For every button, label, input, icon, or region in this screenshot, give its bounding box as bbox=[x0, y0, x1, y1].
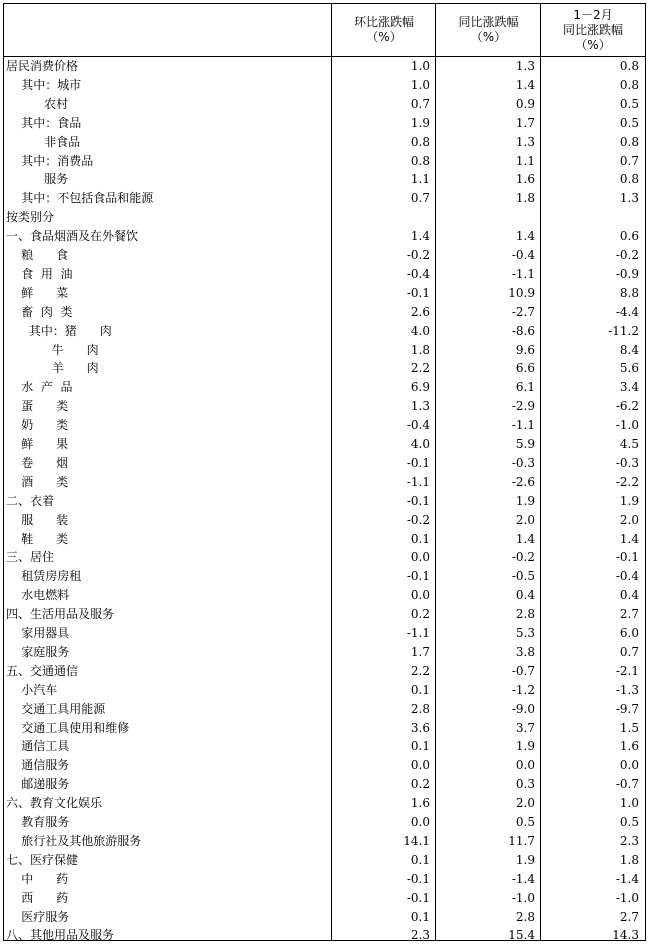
table-row bbox=[4, 133, 645, 152]
row-label: 牛 肉 bbox=[6, 342, 99, 357]
row-label: 水 产 品 bbox=[6, 380, 73, 395]
jan-feb-yoy-value: 1.6 bbox=[619, 739, 639, 754]
table-row bbox=[4, 813, 645, 832]
jan-feb-yoy-value: -11.2 bbox=[608, 323, 639, 338]
mom-value: 0.7 bbox=[410, 191, 430, 206]
yoy-value: 15.4 bbox=[508, 928, 535, 943]
mom-value: 0.0 bbox=[410, 550, 430, 565]
yoy-value: 3.7 bbox=[515, 720, 535, 735]
yoy-value: -1.0 bbox=[511, 890, 535, 905]
mom-value: 0.1 bbox=[410, 739, 430, 754]
row-label: 小汽车 bbox=[6, 682, 58, 697]
header-jan-feb-yoy bbox=[541, 4, 645, 56]
jan-feb-yoy-value: -2.2 bbox=[615, 474, 639, 489]
mom-value: 4.0 bbox=[410, 323, 430, 338]
jan-feb-yoy-value: 6.0 bbox=[619, 626, 639, 640]
yoy-value: -1.2 bbox=[511, 682, 535, 697]
jan-feb-yoy-value: -0.1 bbox=[615, 550, 639, 565]
jan-feb-yoy-value: -1.3 bbox=[615, 682, 639, 697]
table-row bbox=[4, 794, 645, 813]
mom-value: 4.0 bbox=[410, 437, 430, 451]
jan-feb-yoy-value: 1.3 bbox=[619, 191, 639, 206]
mom-value: 0.0 bbox=[410, 815, 430, 829]
yoy-value: 1.9 bbox=[515, 852, 535, 867]
row-label: 医疗服务 bbox=[6, 909, 70, 924]
mom-value: 0.8 bbox=[410, 134, 430, 149]
table-header bbox=[4, 4, 645, 57]
yoy-value: 2.8 bbox=[515, 607, 535, 622]
table-row bbox=[4, 586, 645, 605]
mom-value: -0.1 bbox=[406, 493, 430, 508]
yoy-value: 1.4 bbox=[515, 229, 535, 244]
mom-value: -0.2 bbox=[406, 248, 430, 262]
jan-feb-yoy-value: 0.4 bbox=[619, 588, 639, 603]
yoy-value: 2.0 bbox=[515, 796, 535, 811]
table-row bbox=[4, 114, 645, 133]
jan-feb-yoy-value: 0.8 bbox=[619, 77, 639, 92]
table-row bbox=[4, 737, 645, 756]
table-row bbox=[4, 473, 645, 492]
mom-value: 1.0 bbox=[410, 59, 430, 73]
row-label: 通信服务 bbox=[6, 758, 70, 773]
jan-feb-yoy-value: -9.7 bbox=[615, 701, 639, 716]
mom-value: 0.1 bbox=[410, 909, 430, 924]
row-label: 一、食品烟酒及在外餐饮 bbox=[6, 229, 139, 244]
jan-feb-yoy-value: 8.8 bbox=[619, 285, 639, 300]
jan-feb-yoy-value: 0.8 bbox=[619, 134, 639, 149]
yoy-value: 1.4 bbox=[515, 77, 535, 92]
jan-feb-yoy-value: 0.8 bbox=[619, 59, 639, 73]
table-row bbox=[4, 926, 645, 945]
yoy-value: -9.0 bbox=[511, 701, 535, 716]
mom-value: 0.2 bbox=[410, 777, 430, 792]
yoy-value: 2.0 bbox=[515, 512, 535, 527]
table-row bbox=[4, 756, 645, 775]
table-row bbox=[4, 832, 645, 851]
header-line: 环比涨跌幅 bbox=[353, 15, 414, 29]
row-label: 酒 类 bbox=[6, 474, 69, 489]
mom-value: 6.9 bbox=[410, 380, 430, 395]
mom-value: 1.6 bbox=[410, 796, 430, 811]
yoy-value: -0.7 bbox=[511, 663, 535, 678]
mom-value: -0.4 bbox=[406, 266, 430, 281]
row-label: 按类别分 bbox=[6, 210, 55, 225]
row-label: 农村 bbox=[6, 96, 69, 111]
mom-value: 1.1 bbox=[410, 172, 430, 187]
row-label: 交通工具用能源 bbox=[6, 701, 106, 716]
table-row bbox=[4, 397, 645, 416]
row-label: 水电燃料 bbox=[6, 588, 70, 603]
table-row bbox=[4, 889, 645, 908]
mom-value: -0.1 bbox=[406, 569, 430, 584]
jan-feb-yoy-value: 0.5 bbox=[619, 815, 639, 829]
yoy-value: 6.6 bbox=[515, 361, 535, 376]
yoy-value: 0.4 bbox=[515, 588, 535, 603]
table-row bbox=[4, 643, 645, 662]
mom-value: 14.1 bbox=[403, 833, 430, 848]
table-row bbox=[4, 246, 645, 265]
mom-value: -0.2 bbox=[406, 512, 430, 527]
mom-value: 0.1 bbox=[410, 682, 430, 697]
row-label: 粮 食 bbox=[6, 248, 69, 262]
row-label: 五、交通通信 bbox=[6, 663, 79, 678]
jan-feb-yoy-value: -1.0 bbox=[615, 890, 639, 905]
table-row bbox=[4, 567, 645, 586]
table-row bbox=[4, 775, 645, 794]
row-label: 租赁房房租 bbox=[6, 569, 82, 584]
row-label: 羊 肉 bbox=[6, 361, 99, 376]
row-label: 西 药 bbox=[6, 890, 69, 905]
table-row bbox=[4, 908, 645, 927]
table-row bbox=[4, 681, 645, 700]
row-label: 其中：不包括食品和能源 bbox=[6, 191, 154, 206]
table-row bbox=[4, 359, 645, 378]
table-row bbox=[4, 170, 645, 189]
row-label: 鲜 果 bbox=[6, 437, 69, 451]
jan-feb-yoy-value: 0.7 bbox=[619, 644, 639, 659]
jan-feb-yoy-value: -1.0 bbox=[615, 418, 639, 433]
table-row bbox=[4, 322, 645, 341]
mom-value: -1.1 bbox=[406, 626, 430, 640]
yoy-value: -1.4 bbox=[511, 871, 535, 886]
mom-value: 2.8 bbox=[410, 701, 430, 716]
yoy-value: 2.8 bbox=[515, 909, 535, 924]
yoy-value: 5.3 bbox=[515, 626, 535, 640]
table-row bbox=[4, 870, 645, 889]
jan-feb-yoy-value: 1.8 bbox=[619, 852, 639, 867]
yoy-value: -1.1 bbox=[511, 418, 535, 433]
yoy-value: 1.8 bbox=[515, 191, 535, 206]
mom-value: -0.1 bbox=[406, 285, 430, 300]
jan-feb-yoy-value: -0.2 bbox=[615, 248, 639, 262]
jan-feb-yoy-value: -0.9 bbox=[615, 266, 639, 281]
table-row bbox=[4, 76, 645, 95]
row-label: 非食品 bbox=[6, 134, 81, 149]
row-label: 七、医疗保健 bbox=[6, 852, 79, 867]
jan-feb-yoy-value: 0.6 bbox=[619, 229, 639, 244]
table-row bbox=[4, 152, 645, 171]
jan-feb-yoy-value: -2.1 bbox=[615, 663, 639, 678]
jan-feb-yoy-value: 2.7 bbox=[619, 909, 639, 924]
row-label: 教育服务 bbox=[6, 815, 70, 829]
row-label: 其中：城市 bbox=[6, 77, 82, 92]
table-row bbox=[4, 416, 645, 435]
table-row bbox=[4, 719, 645, 738]
row-label: 鲜 菜 bbox=[6, 285, 69, 300]
row-label: 八、其他用品及服务 bbox=[6, 928, 115, 943]
header-yoy-change bbox=[436, 4, 541, 56]
table-row bbox=[4, 700, 645, 719]
row-label: 通信工具 bbox=[6, 739, 70, 754]
header-line: 1－2月 bbox=[573, 7, 613, 22]
mom-value: 2.6 bbox=[410, 304, 430, 319]
yoy-value: 0.3 bbox=[515, 777, 535, 792]
table-row bbox=[4, 530, 645, 549]
yoy-value: -2.9 bbox=[511, 399, 535, 414]
yoy-value: 1.9 bbox=[515, 739, 535, 754]
yoy-value: 10.9 bbox=[508, 285, 535, 300]
yoy-value: 5.9 bbox=[515, 437, 535, 451]
mom-value: -0.1 bbox=[406, 455, 430, 470]
yoy-value: 1.3 bbox=[515, 134, 535, 149]
row-label: 食 用 油 bbox=[6, 266, 73, 281]
row-label: 中 药 bbox=[6, 871, 69, 886]
row-label: 邮递服务 bbox=[6, 777, 70, 792]
jan-feb-yoy-value: 1.5 bbox=[619, 720, 639, 735]
table-row bbox=[4, 511, 645, 530]
row-label: 家庭服务 bbox=[6, 644, 70, 659]
yoy-value: 0.5 bbox=[515, 815, 535, 829]
jan-feb-yoy-value: 1.4 bbox=[619, 531, 639, 546]
mom-value bbox=[334, 208, 430, 227]
row-label: 交通工具使用和维修 bbox=[6, 720, 130, 735]
row-label: 畜 肉 类 bbox=[6, 304, 73, 319]
mom-value: -0.4 bbox=[406, 418, 430, 433]
row-label: 服务 bbox=[6, 172, 69, 187]
yoy-value: 3.8 bbox=[515, 644, 535, 659]
mom-value: 1.0 bbox=[410, 77, 430, 92]
jan-feb-yoy-value bbox=[541, 208, 639, 227]
table-row bbox=[4, 189, 645, 208]
jan-feb-yoy-value: 3.4 bbox=[619, 380, 639, 395]
jan-feb-yoy-value: 2.3 bbox=[619, 833, 639, 848]
table-row bbox=[4, 851, 645, 870]
yoy-value: 11.7 bbox=[508, 833, 535, 848]
table-row bbox=[4, 435, 645, 454]
yoy-value: -8.6 bbox=[511, 323, 535, 338]
jan-feb-yoy-value: -0.3 bbox=[615, 455, 639, 470]
table-row bbox=[4, 227, 645, 246]
table-row bbox=[4, 95, 645, 114]
jan-feb-yoy-value: -4.4 bbox=[615, 304, 639, 319]
mom-value: 0.7 bbox=[410, 96, 430, 111]
header-mom-change bbox=[332, 4, 436, 56]
row-label: 其中：食品 bbox=[6, 115, 82, 130]
row-label: 奶 类 bbox=[6, 418, 69, 433]
table-row bbox=[4, 208, 645, 227]
mom-value: 2.2 bbox=[410, 361, 430, 376]
mom-value: 1.7 bbox=[410, 644, 430, 659]
table-row bbox=[4, 662, 645, 681]
jan-feb-yoy-value: 1.9 bbox=[619, 493, 639, 508]
table-row bbox=[4, 265, 645, 284]
jan-feb-yoy-value: 0.8 bbox=[619, 172, 639, 187]
yoy-value: 1.7 bbox=[515, 115, 535, 130]
yoy-value: -0.2 bbox=[511, 550, 535, 565]
table-row bbox=[4, 492, 645, 511]
jan-feb-yoy-value: 0.7 bbox=[619, 153, 639, 168]
row-label: 二、衣着 bbox=[6, 493, 55, 508]
row-label: 四、生活用品及服务 bbox=[6, 607, 115, 622]
header-line: 同比涨跌幅 bbox=[562, 22, 623, 37]
mom-value: -0.1 bbox=[406, 890, 430, 905]
row-label: 鞋 类 bbox=[6, 531, 69, 546]
jan-feb-yoy-value: -6.2 bbox=[615, 399, 639, 414]
jan-feb-yoy-value: 2.0 bbox=[619, 512, 639, 527]
row-label: 其中：猪 肉 bbox=[6, 323, 112, 338]
yoy-value: 1.4 bbox=[515, 531, 535, 546]
mom-value: 0.1 bbox=[410, 852, 430, 867]
jan-feb-yoy-value: -1.4 bbox=[615, 871, 639, 886]
yoy-value: -0.4 bbox=[511, 248, 535, 262]
row-label: 家用器具 bbox=[6, 626, 70, 640]
yoy-value: -0.3 bbox=[511, 455, 535, 470]
table-row bbox=[4, 303, 645, 322]
mom-value: 3.6 bbox=[410, 720, 430, 735]
jan-feb-yoy-value: -0.7 bbox=[615, 777, 639, 792]
mom-value: 0.0 bbox=[410, 588, 430, 603]
yoy-value bbox=[436, 208, 535, 227]
mom-value: 0.8 bbox=[410, 153, 430, 168]
mom-value: 1.9 bbox=[410, 115, 430, 130]
header-unit: （%） bbox=[470, 30, 507, 44]
yoy-value: -2.6 bbox=[511, 474, 535, 489]
jan-feb-yoy-value: 8.4 bbox=[619, 342, 639, 357]
jan-feb-yoy-value: 1.0 bbox=[619, 796, 639, 811]
yoy-value: -1.1 bbox=[511, 266, 535, 281]
row-label: 三、居住 bbox=[6, 550, 55, 565]
header-unit: （%） bbox=[575, 37, 611, 52]
jan-feb-yoy-value: 0.5 bbox=[619, 96, 639, 111]
row-label: 其中：消费品 bbox=[6, 153, 94, 168]
table-row bbox=[4, 624, 645, 643]
jan-feb-yoy-value: 0.5 bbox=[619, 115, 639, 130]
yoy-value: 0.0 bbox=[515, 758, 535, 773]
yoy-value: 1.1 bbox=[515, 153, 535, 168]
mom-value: 0.0 bbox=[410, 758, 430, 773]
table-row bbox=[4, 454, 645, 473]
yoy-value: 1.6 bbox=[515, 172, 535, 187]
mom-value: 1.8 bbox=[410, 342, 430, 357]
table-row bbox=[4, 548, 645, 567]
jan-feb-yoy-value: 5.6 bbox=[619, 361, 639, 376]
yoy-value: 9.6 bbox=[515, 342, 535, 357]
table-row bbox=[4, 57, 645, 76]
row-label: 蛋 类 bbox=[6, 399, 69, 414]
yoy-value: -2.7 bbox=[511, 304, 535, 319]
mom-value: -0.1 bbox=[406, 871, 430, 886]
cpi-table bbox=[3, 3, 646, 941]
yoy-value: 1.9 bbox=[515, 493, 535, 508]
table-row bbox=[4, 284, 645, 303]
mom-value: -1.1 bbox=[406, 474, 430, 489]
mom-value: 1.4 bbox=[410, 229, 430, 244]
header-unit: （%） bbox=[366, 30, 402, 44]
jan-feb-yoy-value: 0.0 bbox=[619, 758, 639, 773]
table-row bbox=[4, 378, 645, 397]
yoy-value: 6.1 bbox=[515, 380, 535, 395]
row-label: 服 装 bbox=[6, 512, 69, 527]
row-label: 旅行社及其他旅游服务 bbox=[6, 833, 142, 848]
mom-value: 0.2 bbox=[410, 607, 430, 622]
mom-value: 2.2 bbox=[410, 663, 430, 678]
jan-feb-yoy-value: 4.5 bbox=[619, 437, 639, 451]
table-row bbox=[4, 605, 645, 624]
table-row bbox=[4, 341, 645, 360]
row-label: 居民消费价格 bbox=[6, 59, 79, 73]
row-label: 六、教育文化娱乐 bbox=[6, 796, 103, 811]
yoy-value: 0.9 bbox=[515, 96, 535, 111]
yoy-value: -0.5 bbox=[511, 569, 535, 584]
header-line: 同比涨跌幅 bbox=[458, 15, 519, 29]
jan-feb-yoy-value: -0.4 bbox=[615, 569, 639, 584]
mom-value: 1.3 bbox=[410, 399, 430, 414]
jan-feb-yoy-value: 14.3 bbox=[612, 928, 639, 943]
mom-value: 2.3 bbox=[410, 928, 430, 943]
mom-value: 0.1 bbox=[410, 531, 430, 546]
row-label: 卷 烟 bbox=[6, 455, 69, 470]
jan-feb-yoy-value: 2.7 bbox=[619, 607, 639, 622]
yoy-value: 1.3 bbox=[515, 59, 535, 73]
